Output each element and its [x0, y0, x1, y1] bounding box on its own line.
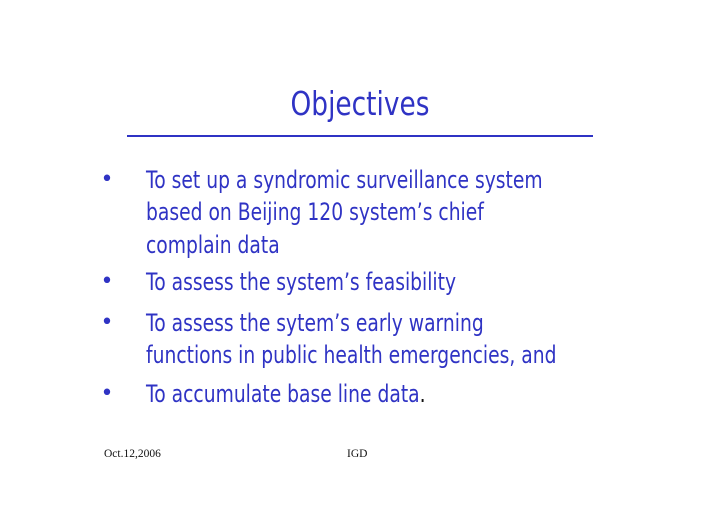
footer-org: IGD — [347, 448, 368, 460]
bullet-text — [146, 307, 614, 371]
bullet-line: To assess the sytem’s early warning — [146, 309, 484, 337]
bullet-dot-icon: • — [100, 381, 114, 406]
bullet-line: functions in public health emergencies, and — [146, 341, 557, 369]
bullet-line: To assess the system’s feasibility — [146, 268, 457, 296]
slide-title: Objectives — [290, 84, 430, 123]
bullet-line: To set up a syndromic surveillance system — [146, 166, 543, 194]
bullet-dot-icon: • — [100, 269, 114, 294]
bullet-trailing-period: . — [419, 380, 426, 408]
bullet-line: based on Beijing 120 system’s chief — [146, 198, 484, 226]
footer-date: Oct.12,2006 — [104, 448, 161, 460]
bullet-text — [146, 164, 614, 261]
bullet-dot-icon: • — [100, 167, 114, 192]
bullet-text — [146, 378, 614, 410]
bullet-line — [146, 378, 614, 410]
bullet-line-text: To accumulate base line data — [146, 380, 420, 408]
bullet-dot-icon: • — [100, 310, 114, 335]
bullet-line: complain data — [146, 231, 280, 259]
bullet-text — [146, 266, 614, 298]
